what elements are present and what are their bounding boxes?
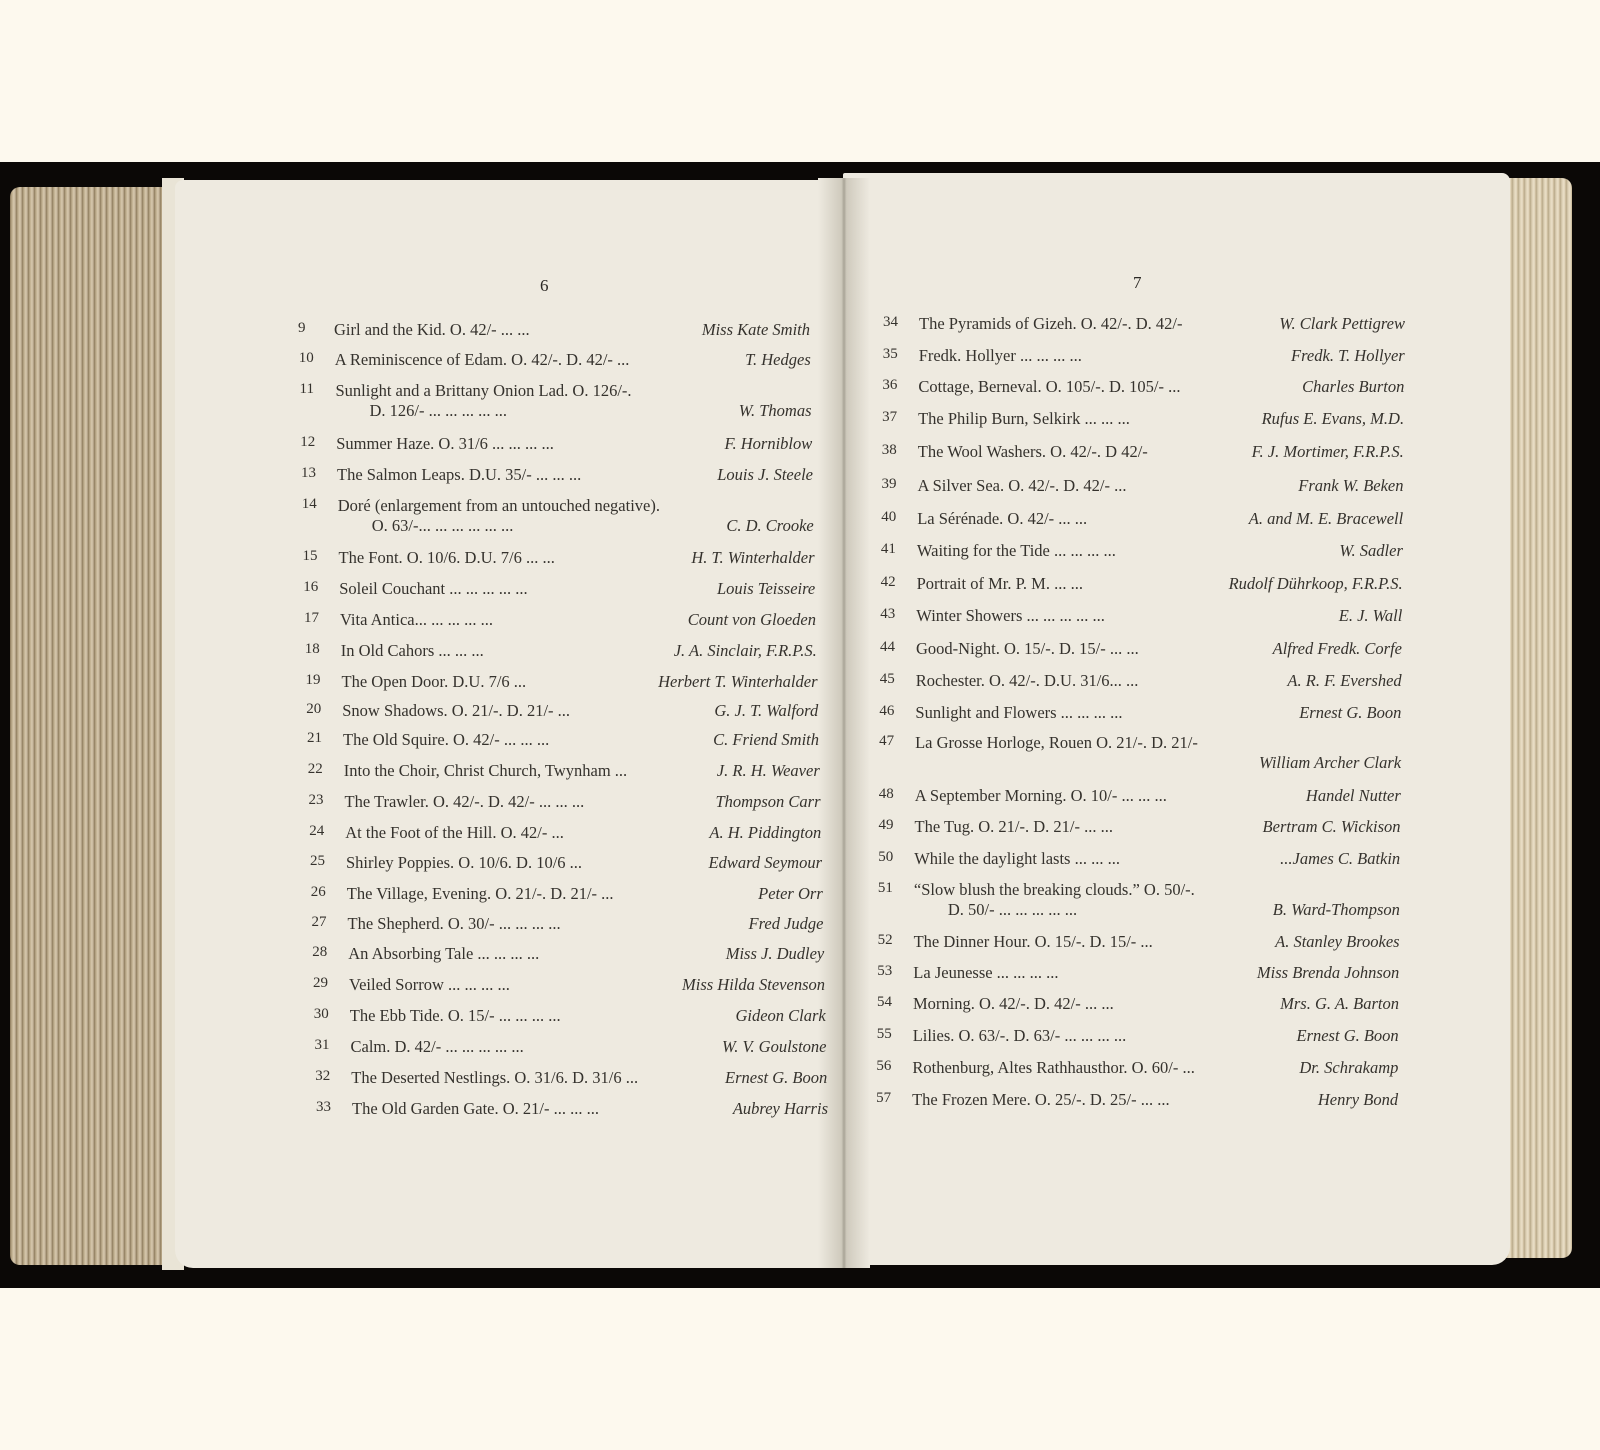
entry-title: At the Foot of the Hill. O. 42/- ... — [345, 823, 564, 842]
entry-number: 30 — [313, 1006, 329, 1022]
entry-photographer: Herbert T. Winterhalder — [658, 672, 818, 691]
catalogue-entry — [315, 1068, 827, 1090]
entry-number: 54 — [877, 994, 892, 1010]
catalogue-entry — [313, 975, 825, 997]
catalogue-entry — [300, 381, 812, 425]
entry-number: 57 — [876, 1090, 892, 1106]
entry-number: 29 — [313, 975, 328, 991]
entry-number: 38 — [881, 442, 897, 458]
entry-photographer: Rudolf Dührkoop, F.R.P.S. — [1228, 574, 1403, 593]
catalogue-entry — [877, 1026, 1399, 1048]
entry-number: 44 — [880, 639, 895, 655]
catalogue-entry — [879, 733, 1401, 777]
left-page-number: 6 — [540, 276, 549, 295]
entry-title: A Reminiscence of Edam. O. 42/-. D. 42/- ... — [334, 350, 630, 369]
entry-photographer: Miss Kate Smith — [701, 320, 810, 339]
entry-photographer: F. Horniblow — [724, 434, 813, 453]
catalogue-entry — [300, 434, 812, 456]
catalogue-entry — [314, 1006, 826, 1028]
entry-photographer: A. H. Piddington — [709, 823, 822, 842]
entry-photographer: T. Hedges — [745, 350, 811, 369]
catalogue-entry — [309, 823, 821, 845]
entry-price-continuation: O. 63/-... ... ... ... ... ... — [371, 516, 514, 535]
entry-title: The Old Squire. O. 42/- ... ... ... — [343, 730, 550, 749]
entry-number: 28 — [312, 944, 328, 960]
catalogue-entry — [880, 606, 1402, 628]
entry-number: 11 — [299, 381, 314, 397]
catalogue-entry — [299, 350, 811, 372]
entry-number: 21 — [307, 730, 322, 746]
catalogue-entry — [877, 994, 1399, 1016]
entry-title: Sunlight and Flowers ... ... ... ... — [915, 703, 1123, 722]
entry-number: 14 — [301, 496, 317, 512]
entry-title: Veiled Sorrow ... ... ... ... — [349, 975, 510, 994]
entry-number: 36 — [882, 377, 898, 393]
entry-number: 23 — [308, 792, 324, 808]
entry-photographer: Handel Nutter — [1305, 786, 1401, 805]
entry-title: Snow Shadows. O. 21/-. D. 21/- ... — [342, 701, 571, 720]
entry-title: Lilies. O. 63/-. D. 63/- ... ... ... ... — [912, 1026, 1127, 1045]
catalogue-entry — [879, 786, 1401, 808]
catalogue-entry — [878, 932, 1400, 954]
catalogue-entry — [309, 792, 821, 814]
entry-title: The Village, Evening. O. 21/-. D. 21/- ... — [346, 884, 614, 903]
entry-title: The Ebb Tide. O. 15/- ... ... ... ... — [349, 1006, 561, 1025]
entry-title: Winter Showers ... ... ... ... ... — [916, 606, 1105, 625]
catalogue-entry — [312, 914, 824, 936]
catalogue-entry — [882, 476, 1404, 498]
entry-number: 40 — [881, 509, 897, 525]
entry-number: 46 — [879, 703, 895, 719]
entry-photographer: E. J. Wall — [1338, 606, 1403, 625]
entry-number: 26 — [310, 884, 326, 900]
entry-title: The Pyramids of Gizeh. O. 42/-. D. 42/- — [919, 314, 1183, 333]
catalogue-entry — [882, 377, 1404, 399]
entry-title: The Salmon Leaps. D.U. 35/- ... ... ... — [337, 465, 582, 484]
entry-title: The Deserted Nestlings. O. 31/6. D. 31/6 ... — [351, 1068, 639, 1087]
catalogue-entry — [879, 703, 1401, 725]
catalogue-entry — [876, 1090, 1398, 1112]
entry-title: Calm. D. 42/- ... ... ... ... ... — [350, 1037, 524, 1056]
entry-title: The Wool Washers. O. 42/-. D 42/- — [917, 442, 1148, 461]
entry-number: 49 — [878, 817, 894, 833]
entry-number: 56 — [876, 1058, 892, 1074]
entry-photographer: Ernest G. Boon — [725, 1068, 828, 1087]
entry-photographer: Edward Seymour — [708, 853, 822, 872]
catalogue-entry — [877, 963, 1399, 985]
entry-number: 50 — [878, 849, 894, 865]
entry-photographer: B. Ward-Thompson — [1272, 900, 1400, 919]
entry-photographer: Bertram C. Wickison — [1262, 817, 1401, 836]
entry-photographer: A. and M. E. Bracewell — [1248, 509, 1404, 528]
entry-photographer: Ernest G. Boon — [1299, 703, 1402, 722]
entry-number: 12 — [300, 434, 316, 450]
catalogue-entry — [304, 610, 816, 632]
catalogue-entry — [306, 701, 818, 723]
entry-title: Shirley Poppies. O. 10/6. D. 10/6 ... — [346, 853, 583, 872]
entry-photographer: C. D. Crooke — [726, 516, 814, 535]
entry-photographer: Count von Gloeden — [687, 610, 816, 629]
entry-photographer: J. A. Sinclair, F.R.P.S. — [673, 641, 817, 660]
entry-photographer: Fred Judge — [748, 914, 824, 933]
catalogue-entry — [882, 442, 1404, 464]
entry-title: The Old Garden Gate. O. 21/- ... ... ... — [352, 1099, 599, 1118]
catalogue-entry — [306, 672, 818, 694]
entry-photographer: A. R. F. Evershed — [1287, 671, 1402, 690]
entry-number: 24 — [309, 823, 325, 839]
entry-title: Cottage, Berneval. O. 105/-. D. 105/- ... — [918, 377, 1181, 396]
catalogue-entry — [881, 509, 1403, 531]
entry-number: 18 — [304, 641, 320, 657]
entry-number: 16 — [303, 579, 319, 595]
entry-title: A September Morning. O. 10/- ... ... ... — [914, 786, 1167, 805]
entry-number: 39 — [881, 476, 897, 492]
catalogue-entry — [307, 730, 819, 752]
entry-number: 13 — [301, 465, 316, 481]
entry-photographer: William Archer Clark — [1259, 753, 1402, 772]
entry-photographer: J. R. H. Weaver — [716, 761, 820, 780]
entry-title: Doré (enlargement from an untouched negative). — [337, 496, 660, 515]
entry-number: 51 — [877, 880, 893, 896]
entry-title: An Absorbing Tale ... ... ... ... — [348, 944, 540, 963]
entry-photographer: W. Sadler — [1339, 541, 1403, 560]
entry-photographer: H. T. Winterhalder — [691, 548, 815, 567]
catalogue-entry — [315, 1037, 827, 1059]
entry-photographer: Frank W. Beken — [1298, 476, 1404, 495]
entry-title: La Sérénade. O. 42/- ... ... — [917, 509, 1088, 528]
entry-photographer: Thompson Carr — [715, 792, 821, 811]
entry-photographer: Alfred Fredk. Corfe — [1272, 639, 1402, 658]
entry-number: 43 — [880, 606, 896, 622]
entry-price-continuation: D. 126/- ... ... ... ... ... — [369, 401, 507, 420]
entry-title: Good-Night. O. 15/-. D. 15/- ... ... — [916, 639, 1139, 658]
entry-photographer: F. J. Mortimer, F.R.P.S. — [1251, 442, 1404, 461]
entry-title: Morning. O. 42/-. D. 42/- ... ... — [913, 994, 1114, 1013]
catalogue-entry — [301, 465, 813, 487]
entry-number: 45 — [879, 671, 895, 687]
entry-photographer: Gideon Clark — [735, 1006, 826, 1025]
entry-number: 31 — [314, 1037, 330, 1053]
entry-photographer: Aubrey Harris — [732, 1099, 828, 1118]
entry-photographer: G. J. T. Walford — [714, 701, 819, 720]
entry-title: La Grosse Horloge, Rouen O. 21/-. D. 21/- — [915, 733, 1198, 752]
entry-photographer: Peter Orr — [758, 884, 823, 903]
right-page-number: 7 — [1133, 273, 1142, 292]
catalogue-entry — [298, 320, 810, 342]
entry-title: “Slow blush the breaking clouds.” O. 50/-. — [913, 880, 1195, 899]
entry-number: 32 — [315, 1068, 331, 1084]
entry-number: 17 — [304, 610, 319, 626]
catalogue-entry — [878, 849, 1400, 871]
entry-photographer: C. Friend Smith — [713, 730, 819, 749]
entry-title: The Frozen Mere. O. 25/-. D. 25/- ... ... — [912, 1090, 1170, 1109]
entry-number: 25 — [310, 853, 325, 869]
entry-number: 42 — [880, 574, 896, 590]
entry-price-continuation: D. 50/- ... ... ... ... ... — [947, 900, 1078, 919]
right-page-edges — [1500, 178, 1572, 1258]
entry-photographer: Mrs. G. A. Barton — [1280, 994, 1399, 1013]
entry-number: 27 — [311, 914, 327, 930]
entry-title: Portrait of Mr. P. M. ... ... — [916, 574, 1083, 593]
entry-photographer: Charles Burton — [1302, 377, 1405, 396]
entry-title: While the daylight lasts ... ... ... — [914, 849, 1120, 868]
catalogue-entry — [302, 496, 814, 540]
entry-photographer: W. Thomas — [738, 401, 812, 420]
catalogue-entry — [311, 884, 823, 906]
entry-title: Fredk. Hollyer ... ... ... ... — [918, 346, 1082, 365]
catalogue-entry — [303, 548, 815, 570]
catalogue-entry — [881, 541, 1403, 563]
entry-number: 34 — [883, 314, 898, 330]
catalogue-entry — [883, 346, 1405, 368]
entry-title: The Open Door. D.U. 7/6 ... — [341, 672, 527, 691]
entry-photographer: Rufus E. Evans, M.D. — [1261, 409, 1405, 428]
entry-photographer: Dr. Schrakamp — [1299, 1058, 1399, 1077]
catalogue-entry — [881, 574, 1403, 596]
entry-number: 35 — [882, 346, 898, 362]
entry-photographer: Fredk. T. Hollyer — [1291, 346, 1405, 365]
entry-photographer: Miss Brenda Johnson — [1256, 963, 1400, 982]
catalogue-entry — [312, 944, 824, 966]
entry-title: La Jeunesse ... ... ... ... — [913, 963, 1059, 982]
entry-title: Into the Choir, Christ Church, Twynham ... — [343, 761, 628, 780]
catalogue-entry — [880, 639, 1402, 661]
entry-title: In Old Cahors ... ... ... — [340, 641, 484, 660]
entry-title: Girl and the Kid. O. 42/- ... ... — [334, 320, 530, 339]
entry-photographer: Miss J. Dudley — [725, 944, 825, 963]
entry-title: The Font. O. 10/6. D.U. 7/6 ... ... — [338, 548, 555, 567]
catalogue-entry — [882, 409, 1404, 431]
entry-title: Vita Antica... ... ... ... ... — [340, 610, 493, 629]
left-page-edges — [10, 187, 170, 1265]
catalogue-entry — [303, 579, 815, 601]
entry-title: Rothenburg, Altes Rathhausthor. O. 60/- ... — [912, 1058, 1195, 1077]
entry-number: 33 — [316, 1099, 331, 1115]
catalogue-entry — [879, 817, 1401, 839]
catalogue-entry — [876, 1058, 1398, 1080]
entry-number: 47 — [879, 733, 895, 749]
entry-number: 10 — [298, 350, 314, 366]
catalogue-entry — [880, 671, 1402, 693]
catalogue-entry — [310, 853, 822, 875]
entry-photographer: Louis J. Steele — [717, 465, 813, 484]
entry-photographer: A. Stanley Brookes — [1275, 932, 1400, 951]
entry-photographer: Miss Hilda Stevenson — [682, 975, 825, 994]
catalogue-entry — [316, 1099, 828, 1121]
entry-number: 22 — [307, 761, 323, 777]
catalogue-entry — [883, 314, 1405, 336]
entry-photographer: W. Clark Pettigrew — [1279, 314, 1405, 333]
entry-title: The Tug. O. 21/-. D. 21/- ... ... — [914, 817, 1113, 836]
entry-number: 37 — [882, 409, 898, 425]
entry-title: The Shepherd. O. 30/- ... ... ... ... — [347, 914, 561, 933]
entry-number: 55 — [876, 1026, 892, 1042]
entry-number: 20 — [306, 701, 322, 717]
entry-title: Soleil Couchant ... ... ... ... ... — [339, 579, 528, 598]
entry-title: The Dinner Hour. O. 15/-. D. 15/- ... — [913, 932, 1153, 951]
entry-photographer: Henry Bond — [1317, 1090, 1399, 1109]
entry-number: 53 — [877, 963, 893, 979]
entry-title: A Silver Sea. O. 42/-. D. 42/- ... — [917, 476, 1127, 495]
entry-number: 52 — [877, 932, 893, 948]
entry-title: Rochester. O. 42/-. D.U. 31/6... ... — [915, 671, 1139, 690]
entry-title: Waiting for the Tide ... ... ... ... — [916, 541, 1116, 560]
entry-number: 19 — [305, 672, 321, 688]
entry-photographer: Ernest G. Boon — [1296, 1026, 1399, 1045]
entry-title: Summer Haze. O. 31/6 ... ... ... ... — [336, 434, 554, 453]
entry-title: The Trawler. O. 42/-. D. 42/- ... ... ... — [344, 792, 585, 811]
entry-title: The Philip Burn, Selkirk ... ... ... — [918, 409, 1130, 428]
entry-number: 41 — [880, 541, 896, 557]
entry-number: 48 — [878, 786, 894, 802]
entry-photographer: W. V. Goulstone — [721, 1037, 827, 1056]
entry-number: 9 — [298, 320, 306, 336]
catalogue-entry — [308, 761, 820, 783]
entry-photographer: Louis Teisseire — [716, 579, 816, 598]
catalogue-entry — [305, 641, 817, 663]
entry-title: Sunlight and a Brittany Onion Lad. O. 126/-. — [335, 381, 632, 400]
entry-number: 15 — [302, 548, 318, 564]
entry-photographer: ...James C. Batkin — [1280, 849, 1401, 868]
catalogue-entry — [878, 880, 1400, 924]
